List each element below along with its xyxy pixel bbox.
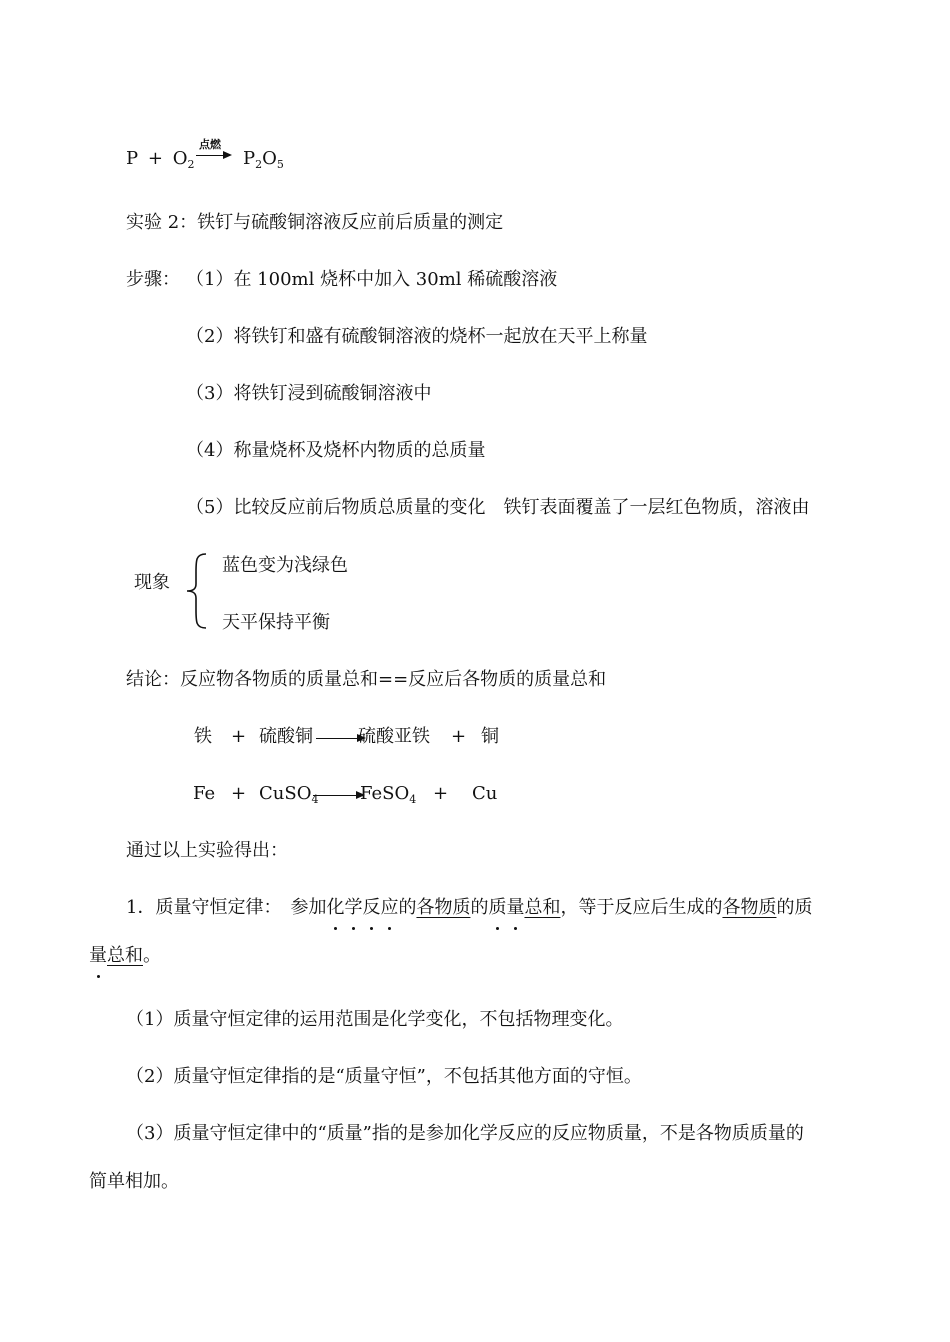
formula-eq-arrow (313, 795, 363, 796)
step-3: （3）将铁钉浸到硫酸铜溶液中 (186, 383, 432, 404)
experiment-title: 实验 2：铁钉与硫酸铜溶液反应前后质量的测定 (126, 212, 504, 233)
reaction-arrow (196, 155, 230, 156)
equation-phosphorus (126, 147, 194, 177)
steps-label: 步骤： (126, 269, 180, 290)
note-3: （3）质量守恒定律中的“质量”指的是参加化学反应的反应物质量，不是各物质质量的 (126, 1123, 804, 1144)
brace-icon (184, 552, 210, 630)
formula-eq-plus-2: + (433, 783, 449, 804)
formula-eq-cuso4: CuSO$_4$ (259, 783, 319, 806)
product-p2o5: $P_2O_5$ (243, 148, 284, 171)
formula-eq-plus-1: + (231, 783, 247, 804)
conclusion: 结论：反应物各物质的质量总和==反应后各物质的质量总和 (126, 669, 607, 690)
law-definition-cont: 量总和。 (89, 945, 161, 966)
word-eq-ferrous-sulfate: 硫酸亚铁 (358, 726, 430, 747)
reactant-p: P (126, 148, 139, 169)
word-eq-plus-1: + (231, 726, 247, 747)
word-eq-arrow (316, 738, 364, 739)
formula-eq-feso4: FeSO$_4$ (360, 783, 417, 806)
plus-sign: + (147, 148, 163, 169)
step-2: （2）将铁钉和盛有硫酸铜溶液的烧杯一起放在天平上称量 (186, 326, 648, 347)
reactant-o2: $O_2$ (172, 148, 195, 171)
phenomenon-item-1: 蓝色变为浅绿色 (222, 555, 348, 576)
word-eq-copper-sulfate: 硫酸铜 (259, 726, 313, 747)
word-eq-plus-2: + (451, 726, 467, 747)
step-1: （1）在 100ml 烧杯中加入 30ml 稀硫酸溶液 (186, 269, 558, 290)
note-1: （1）质量守恒定律的运用范围是化学变化，不包括物理变化。 (126, 1009, 624, 1030)
formula-eq-cu: Cu (472, 783, 498, 804)
summary-intro: 通过以上实验得出： (126, 840, 288, 861)
phenomenon-label: 现象 (134, 572, 170, 593)
word-eq-iron: 铁 (194, 726, 212, 747)
reaction-condition: 点燃 (199, 138, 221, 151)
step-5: （5）比较反应前后物质总质量的变化 铁钉表面覆盖了一层红色物质，溶液由 (186, 497, 810, 518)
law-definition: 1．质量守恒定律： 参加化学反应的各物质的质量总和，等于反应后生成的各物质的质 (126, 897, 813, 918)
step-4: （4）称量烧杯及烧杯内物质的总质量 (186, 440, 486, 461)
formula-eq-fe: Fe (193, 783, 216, 804)
note-2: （2）质量守恒定律指的是“质量守恒”，不包括其他方面的守恒。 (126, 1066, 642, 1087)
note-3-cont: 简单相加。 (89, 1171, 179, 1192)
phenomenon-item-2: 天平保持平衡 (222, 612, 330, 633)
word-eq-copper: 铜 (481, 726, 499, 747)
